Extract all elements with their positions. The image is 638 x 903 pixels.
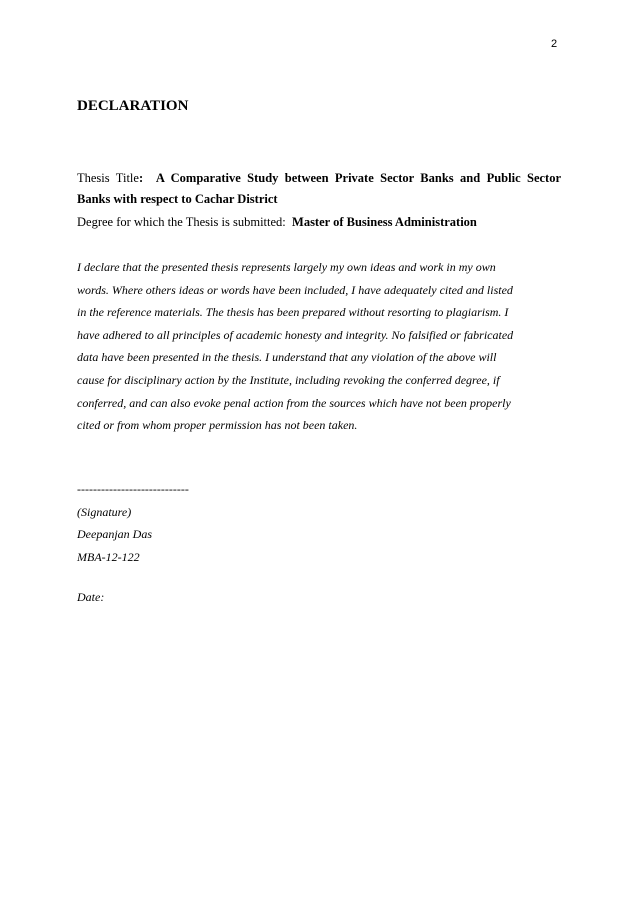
- signatory-name: Deepanjan Das: [77, 527, 152, 541]
- signature-label: (Signature): [77, 504, 132, 519]
- declaration-line: have adhered to all principles of academic honesty and integrity. No falsified or fabricated: [77, 327, 514, 342]
- declaration-line: I declare that the presented thesis represents largely my own ideas and work in my own: [77, 260, 496, 274]
- thesis-title-line-1: [77, 168, 561, 189]
- page-number: 2: [551, 38, 558, 50]
- degree-line: [77, 212, 477, 233]
- thesis-title-block: [77, 168, 561, 210]
- declaration-line: conferred, and can also evoke penal action from the sources which have not been properly: [77, 395, 511, 410]
- degree-label: Degree for which the Thesis is submitted:: [77, 215, 286, 229]
- signatory-roll-number: MBA-12-122: [77, 549, 140, 564]
- signature-block: [77, 478, 189, 568]
- declaration-line: in the reference materials. The thesis has been prepared without resorting to plagiarism. I: [77, 305, 509, 320]
- page-heading: DECLARATION: [77, 98, 189, 114]
- date-label: Date:: [77, 590, 105, 604]
- thesis-title-text: A Comparative Study between Private Sector Banks and Public Sector: [155, 171, 562, 185]
- declaration-line: data have been presented in the thesis. I understand that any violation of the above will: [77, 350, 497, 365]
- declaration-line: cause for disciplinary action by the Institute, including revoking the conferred degree, if: [77, 372, 500, 387]
- declaration-line: words. Where others ideas or words have been included, I have adequately cited and listed: [77, 282, 513, 297]
- thesis-title-line-2: Banks with respect to Cachar District: [77, 192, 278, 206]
- degree-value: Master of Business Administration: [292, 215, 477, 229]
- signature-line: ----------------------------: [77, 482, 189, 496]
- declaration-paragraph: [77, 256, 567, 437]
- thesis-title-colon: :: [138, 171, 144, 185]
- thesis-title-label: Thesis Title: [77, 171, 139, 185]
- declaration-line: cited or from whom proper permission has not been taken.: [77, 418, 358, 433]
